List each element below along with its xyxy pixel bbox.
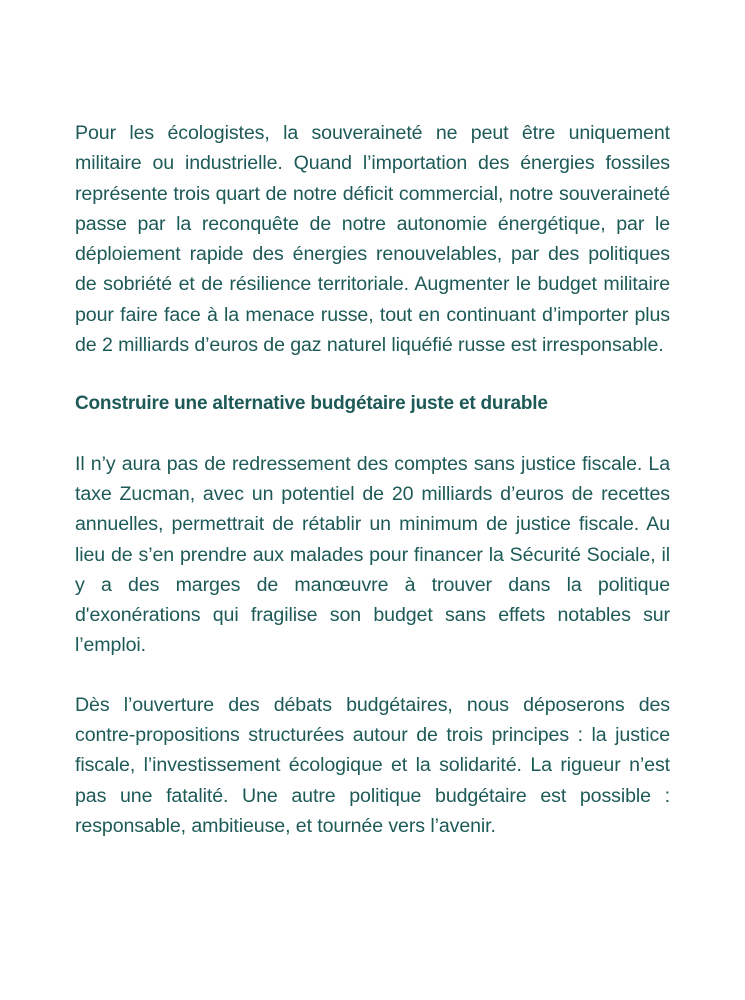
paragraph-souverainete: Pour les écologistes, la souveraineté ne peut être uniquement militaire ou industrielle. Quand l’importation des énergies fossiles représente trois quart de notre déficit commercial, notre souveraineté passe par la reconquête de notre autonomie énergétique, par le déploiement rapide des énergies renouvelables, par des politiques de sobriété et de résilience territoriale. Augmenter le budget militaire pour faire face à la menace russe, tout en continuant d’importer plus de 2 milliards d’euros de gaz naturel liquéfié russe est irresponsable.: [75, 122, 670, 357]
paragraph-contre-propositions: Dès l’ouverture des débats budgétaires, nous déposerons des contre-propositions structurées autour de trois principes : la justice fiscale, l’investissement écologique et la solidarité. La rigueur n’est pas une fatalité. Une autre politique budgétaire est possible : responsable, ambitieuse, et tournée vers l’avenir.: [75, 693, 670, 837]
section-heading: Construire une alternative budgétaire juste et durable: [75, 393, 548, 415]
spacer: [75, 661, 670, 690]
document-body: [75, 118, 670, 841]
spacer: [75, 420, 670, 449]
spacer: [75, 360, 670, 389]
paragraph-justice-fiscale: Il n’y aura pas de redressement des comptes sans justice fiscale. La taxe Zucman, avec un potentiel de 20 milliards d’euros de recettes annuelles, permettrait de rétablir un minimum de justice fiscale. Au lieu de s’en prendre aux malades pour financer la Sécurité Sociale, il y a des marges de manœuvre à trouver dans la politique d'exonérations qui fragilise son budget sans effets notables sur l’emploi.: [75, 452, 670, 657]
